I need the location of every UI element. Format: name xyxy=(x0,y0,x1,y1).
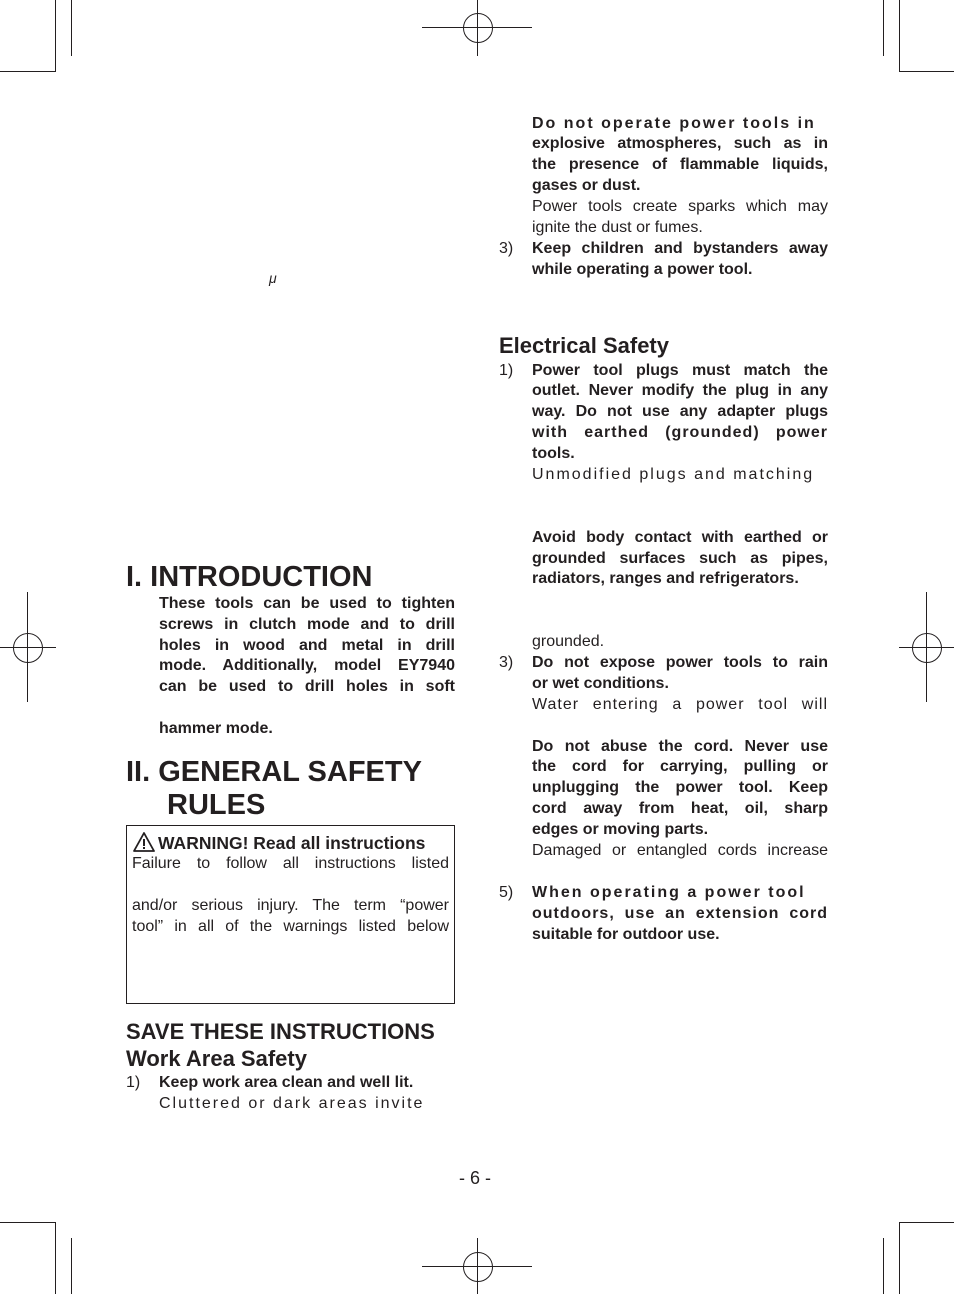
e3-text: Water entering a power tool will xyxy=(532,696,828,713)
warning-box xyxy=(126,825,455,1004)
introduction-heading: I. INTRODUCTION xyxy=(126,561,373,593)
e4-line: unplugging the power tool. Keep xyxy=(532,779,828,796)
e2-line: radiators, ranges and refrigerators. xyxy=(532,570,799,587)
registration-target-icon xyxy=(463,1252,493,1282)
save-instructions-heading: SAVE THESE INSTRUCTIONS xyxy=(126,1019,435,1044)
e3-line: or wet conditions. xyxy=(532,675,669,692)
registration-target-icon xyxy=(912,633,942,663)
e4-text: Damaged or entangled cords increase xyxy=(532,842,828,859)
general-safety-heading-cont: RULES xyxy=(167,789,266,821)
warning-line: Failure to follow all instructions listed xyxy=(132,855,449,872)
page-number: - 6 - xyxy=(459,1168,492,1188)
e5-line: When operating a power tool xyxy=(532,884,806,901)
explosive-line: gases or dust. xyxy=(532,177,641,194)
electrical-safety-heading: Electrical Safety xyxy=(499,333,669,358)
e1-line: outlet. Never modify the plug in any xyxy=(532,382,828,399)
list-number: 1) xyxy=(499,362,514,379)
e1-line: tools. xyxy=(532,445,575,462)
registration-target-icon xyxy=(463,13,493,43)
item-3-line: Keep children and bystanders away xyxy=(532,240,828,257)
item-3-line: while operating a power tool. xyxy=(532,261,753,278)
list-number: 1) xyxy=(126,1074,141,1091)
sparks-line: ignite the dust or fumes. xyxy=(532,219,703,236)
list-number: 3) xyxy=(499,240,514,257)
intro-line: can be used to drill holes in soft xyxy=(159,678,455,695)
e4-line: cord away from heat, oil, sharp xyxy=(532,800,828,817)
intro-line: These tools can be used to tighten xyxy=(159,595,455,612)
e4-line: edges or moving parts. xyxy=(532,821,709,838)
general-safety-heading: II. GENERAL SAFETY xyxy=(126,756,422,788)
e4-line: the cord for carrying, pulling or xyxy=(532,758,828,775)
intro-line: screws in clutch mode and to drill xyxy=(159,616,455,633)
e2-line: grounded surfaces such as pipes, xyxy=(532,550,828,567)
warning-line: and/or serious injury. The term “power xyxy=(132,897,449,914)
list-number: 5) xyxy=(499,884,514,901)
e4-line: Do not abuse the cord. Never use xyxy=(532,738,828,755)
e5-line: outdoors, use an extension cord xyxy=(532,905,828,922)
intro-line: mode. Additionally, model EY7940 xyxy=(159,657,455,674)
e2-line: Avoid body contact with earthed or xyxy=(532,529,828,546)
warning-line: tool” in all of the warnings listed below xyxy=(132,918,449,935)
e1-line: way. Do not use any adapter plugs xyxy=(532,403,828,420)
work-area-safety-heading: Work Area Safety xyxy=(126,1046,307,1071)
registration-target-icon xyxy=(13,633,43,663)
explosive-line: Do not operate power tools in xyxy=(532,115,816,132)
e1-text: Unmodified plugs and matching xyxy=(532,466,815,483)
work-item-1-text: Cluttered or dark areas invite xyxy=(159,1095,425,1112)
explosive-line: explosive atmospheres, such as in xyxy=(532,135,828,152)
e1-line: Power tool plugs must match the xyxy=(532,362,828,379)
intro-line: holes in wood and metal in drill xyxy=(159,637,455,654)
list-number: 3) xyxy=(499,654,514,671)
intro-line: hammer mode. xyxy=(159,720,273,737)
warning-triangle-icon xyxy=(133,832,155,852)
mu-symbol: μ xyxy=(269,270,277,286)
explosive-line: the presence of flammable liquids, xyxy=(532,156,828,173)
e2-text: grounded. xyxy=(532,633,605,650)
e3-line: Do not expose power tools to rain xyxy=(532,654,828,671)
sparks-line: Power tools create sparks which may xyxy=(532,198,828,215)
warning-title: WARNING! Read all instructions xyxy=(158,833,426,853)
e5-line: suitable for outdoor use. xyxy=(532,926,720,943)
e1-line: with earthed (grounded) power xyxy=(532,424,828,441)
work-item-1-title: Keep work area clean and well lit. xyxy=(159,1074,414,1091)
